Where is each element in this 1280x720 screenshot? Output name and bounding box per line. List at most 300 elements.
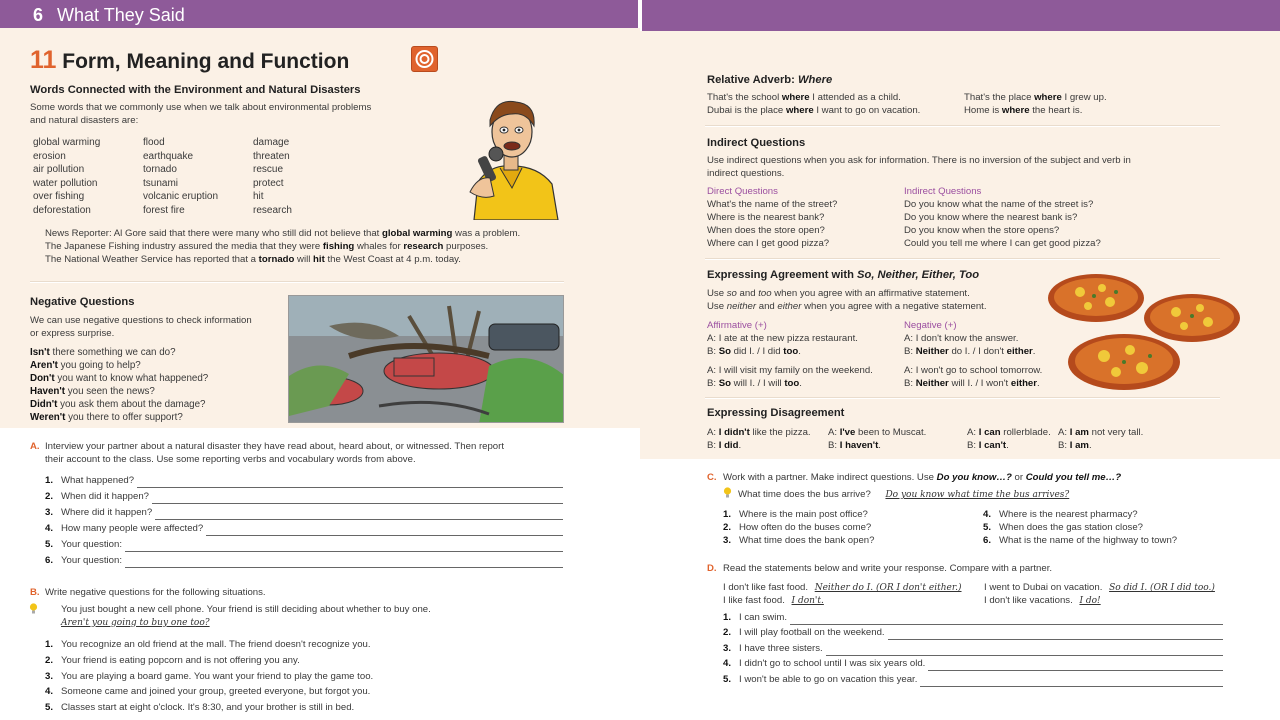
vocab-word: tornado: [143, 164, 177, 176]
vocab-word: over fishing: [33, 191, 85, 203]
exercise-a-item: [45, 520, 563, 536]
exercise-b-item: [45, 653, 373, 669]
negative-example: [30, 359, 208, 372]
indirect-intro-line: Use indirect questions when you ask for information. There is no inversion of the subject and verb in: [707, 155, 1131, 166]
exercise-c-list-right: [983, 508, 1177, 547]
exercise-a-list: [45, 472, 563, 568]
negative-text: you going to help?: [57, 360, 141, 371]
keyword: So: [718, 346, 731, 357]
relative-example: [964, 105, 1107, 118]
text: B:: [967, 440, 979, 451]
indirect-question: Do you know when the store opens?: [904, 225, 1060, 236]
item-number: 5.: [723, 674, 732, 686]
example-keyword: where: [785, 104, 814, 116]
disagree-pair: [1058, 426, 1143, 452]
news-text: whales for: [354, 241, 404, 252]
text: A:: [828, 427, 840, 438]
answer-line[interactable]: [928, 662, 1223, 671]
negative-intro-line: or express surprise.: [30, 327, 115, 339]
news-line: [45, 240, 565, 253]
text: Use: [707, 288, 727, 299]
exercise-a-text: their account to the class. Use some reporting verbs and vocabulary words from above.: [45, 454, 416, 465]
exercise-a-item: [45, 504, 563, 520]
indirect-questions: [904, 185, 1101, 250]
negative-text: you seen the news?: [65, 386, 155, 397]
example-answer: Do you know what time the bus arrives?: [885, 490, 1070, 500]
exercise-c-letter: C.: [707, 472, 717, 483]
exercise-b-instructions: [30, 586, 266, 599]
exercise-b-item: [45, 637, 373, 653]
example-b: [904, 345, 1042, 358]
text: B:: [707, 346, 719, 357]
exercise-d-instructions: [707, 563, 1052, 576]
exercise-b-example: [61, 604, 431, 629]
example-answer: I do!: [1079, 595, 1101, 606]
vocab-word: earthquake: [143, 150, 194, 162]
example-a: A: I ate at the new pizza restaurant.: [707, 333, 858, 344]
unit-title: What They Said: [57, 5, 185, 25]
text: rollerblade.: [1000, 427, 1051, 438]
exercise-c-item: [983, 534, 1177, 547]
pizza-illustration: [1046, 272, 1242, 394]
vocab-word: global warming: [33, 137, 101, 148]
negative-text: you want to know what happened?: [54, 373, 209, 384]
words-intro-line: Some words that we commonly use when we talk about environmental problems: [30, 102, 372, 113]
item-text: Classes start at eight o'clock. It's 8:30, and your brother is still in bed.: [61, 702, 355, 714]
item-number: 4.: [45, 686, 54, 698]
keyword: I can't: [978, 440, 1007, 451]
keyword: Neither: [915, 346, 949, 357]
exercise-b-text: Write negative questions for the following situations.: [45, 587, 266, 598]
item-text: Your friend is eating popcorn and is not offering you any.: [61, 654, 300, 666]
text: when you agree with an affirmative statement.: [771, 288, 970, 299]
italic-word: neither: [726, 300, 757, 312]
exercise-b-item: [45, 684, 373, 700]
section-number: 11: [30, 46, 57, 74]
example-text: the heart is.: [1029, 104, 1083, 116]
relative-example: [707, 92, 920, 105]
news-text: the West Coast at 4 p.m. today.: [324, 254, 461, 265]
item-number: 3.: [723, 535, 732, 546]
direct-head: Direct Questions: [707, 186, 778, 197]
keyword: I did: [718, 440, 739, 451]
relative-examples-right: [964, 92, 1107, 117]
exercise-a-item: [45, 472, 563, 488]
example-b: [904, 377, 1042, 390]
exercise-c-item: [723, 534, 874, 547]
negative-title: Negative Questions: [30, 296, 135, 308]
words-intro: [30, 102, 420, 128]
text: Work with a partner. Make indirect questions. Use: [723, 472, 937, 483]
keyword: I am: [1069, 440, 1089, 451]
vocab-word: erosion: [33, 150, 66, 162]
negative-keyword: Weren't: [30, 412, 66, 423]
exercise-a-instructions: [30, 440, 570, 466]
direct-questions: [707, 185, 837, 250]
news-keyword: global warming: [382, 228, 453, 239]
divider: [705, 258, 1220, 260]
exercise-a-item: [45, 552, 563, 568]
text: did I. / I did: [731, 346, 784, 357]
text: B:: [904, 346, 916, 357]
right-header-band: [642, 0, 1280, 31]
news-text: The Japanese Fishing industry assured the media that they were: [45, 241, 323, 252]
relative-examples-left: [707, 92, 920, 117]
italic-word: too: [758, 288, 772, 299]
item-text: How often do the buses come?: [739, 522, 872, 533]
vocab-word: air pollution: [33, 164, 85, 176]
exercise-a-letter: A.: [30, 441, 40, 452]
disagree-title: Expressing Disagreement: [707, 407, 845, 419]
answer-line[interactable]: [206, 527, 563, 536]
exercise-d-example: [984, 595, 1215, 608]
vocab-word: deforestation: [33, 204, 91, 216]
keyword: Could you tell me…?: [1025, 472, 1122, 483]
exercise-c-item: [983, 508, 1177, 521]
vocab-word: flood: [143, 137, 165, 148]
vocab-word: forest fire: [143, 204, 185, 216]
answer-line[interactable]: [790, 616, 1223, 625]
exercise-d-item: [723, 609, 1223, 625]
negative-head: Negative (+): [904, 320, 957, 331]
keyword: I didn't: [718, 427, 750, 438]
answer-line[interactable]: [125, 543, 563, 552]
example-a: A: I will visit my family on the weekend.: [707, 365, 873, 376]
negative-example: [30, 398, 208, 411]
text: .: [1037, 378, 1040, 389]
answer-line[interactable]: [125, 559, 563, 568]
news-text: will: [294, 254, 314, 265]
text: and: [736, 288, 759, 299]
exercise-c-item: [723, 508, 874, 521]
example-keyword: where: [1034, 92, 1062, 103]
example-answer: Aren't you going to buy one too?: [61, 617, 210, 628]
relative-title-text: Relative Adverb:: [707, 74, 798, 86]
text: .: [1032, 346, 1036, 357]
italic-word: so: [726, 288, 737, 299]
vocab-word: damage: [253, 137, 290, 148]
vocab-word: volcanic eruption: [143, 191, 219, 203]
exercise-d-text: Read the statements below and write your response. Compare with a partner.: [723, 563, 1053, 574]
negative-example: [30, 372, 208, 385]
news-line: [45, 253, 565, 266]
negative-keyword: Haven't: [30, 386, 65, 397]
negative-examples: [30, 346, 208, 424]
item-text: What time does the bank open?: [739, 535, 875, 546]
text: when you agree with a negative statement.: [801, 300, 987, 312]
keyword: Do you know…?: [936, 472, 1012, 483]
lightbulb-icon: [29, 603, 38, 620]
text: A:: [1058, 427, 1070, 438]
relative-title-italic: Where: [797, 74, 833, 86]
item-number: 3.: [45, 507, 54, 519]
direct-question: Where can I get good pizza?: [707, 238, 830, 249]
unit-header: [33, 3, 185, 27]
news-text: News Reporter: Al Gore said that there were many who still did not believe that: [45, 228, 383, 239]
text: like the pizza.: [749, 427, 811, 438]
exercise-b-item: [45, 700, 373, 716]
example-answer: Neither do I. (OR I don't either.): [814, 583, 962, 593]
divider: [705, 125, 1220, 127]
news-keyword: tornado: [258, 254, 295, 265]
answer-line[interactable]: [888, 631, 1223, 640]
negative-keyword: Don't: [30, 373, 55, 384]
item-number: 4.: [723, 658, 732, 670]
item-text: What is the name of the highway to town?: [999, 535, 1178, 546]
example-b: [707, 345, 873, 358]
item-text: What happened?: [61, 475, 135, 487]
item-number: 6.: [45, 555, 54, 567]
divider: [30, 281, 564, 283]
vocab-word: tsunami: [143, 177, 179, 189]
disagree-pair: [707, 426, 811, 452]
negative-keyword: Isn't: [30, 347, 50, 358]
negative-intro-line: We can use negative questions to check information: [30, 315, 252, 326]
vocab-word: protect: [253, 177, 284, 189]
exercise-d-example: [723, 595, 962, 608]
direct-question: When does the store open?: [707, 225, 825, 236]
item-text: I can swim.: [739, 611, 787, 623]
exercise-b-list: [45, 637, 373, 716]
text: .: [1006, 440, 1009, 451]
indirect-question: Could you tell me where I can get good pizza?: [904, 238, 1101, 249]
example-keyword: where: [781, 92, 810, 103]
exercise-c-item: [983, 521, 1177, 534]
example-text: I want to go on vacation.: [813, 104, 921, 116]
item-number: 5.: [45, 539, 54, 551]
example-text: I attended as a child.: [809, 92, 901, 103]
indirect-title: Indirect Questions: [707, 137, 806, 149]
example-a: A: I won't go to school tomorrow.: [904, 365, 1043, 376]
disaster-illustration: [288, 295, 564, 423]
vocab-word: hit: [253, 191, 264, 203]
words-title: Words Connected with the Environment and Natural Disasters: [30, 84, 361, 96]
example-text: Dubai is the place: [707, 104, 786, 116]
item-number: 1.: [45, 639, 54, 650]
negative-text: there something we can do?: [49, 347, 176, 358]
answer-line[interactable]: [155, 511, 563, 520]
text: Use: [707, 300, 727, 312]
vocab-word: research: [253, 204, 292, 216]
section-title: [30, 44, 349, 78]
item-text: I will play football on the weekend.: [739, 627, 885, 639]
words-intro-line: and natural disasters are:: [30, 114, 139, 126]
exercise-d-example: [723, 582, 962, 595]
relative-example: [707, 105, 920, 118]
answer-line[interactable]: [826, 647, 1223, 656]
negative-text: you there to offer support?: [65, 412, 183, 423]
reporter-illustration: [460, 96, 562, 220]
exercise-c-list-left: [723, 508, 874, 547]
negative-example: [30, 346, 208, 359]
exercise-b-letter: B.: [30, 587, 40, 598]
negative-keyword: Didn't: [30, 399, 58, 410]
text: B:: [828, 440, 840, 451]
answer-line[interactable]: [137, 479, 563, 488]
item-text: I have three sisters.: [739, 642, 823, 654]
keyword: either: [1006, 346, 1033, 357]
exercise-a-item: [45, 536, 563, 552]
item-number: 2.: [723, 522, 732, 533]
negative-text: you ask them about the damage?: [57, 399, 206, 410]
item-number: 3.: [723, 642, 732, 654]
exercise-b-item: [45, 669, 373, 685]
vocab-word: threaten: [253, 150, 290, 162]
agree-title-italic: So, Neither, Either, Too: [857, 269, 980, 281]
text: .: [798, 346, 801, 357]
section-name: Form, Meaning and Function: [62, 50, 350, 73]
exercise-c-item: [723, 521, 874, 534]
italic-word: either: [777, 300, 802, 312]
statement: I like fast food.: [723, 594, 785, 606]
lightbulb-icon: [723, 487, 732, 504]
agree-intro: [707, 288, 986, 313]
disagree-pair: [828, 426, 926, 452]
item-text: You recognize an old friend at the mall. The friend doesn't recognize you.: [61, 639, 371, 650]
item-text: Where did it happen?: [61, 507, 153, 519]
keyword: Neither: [915, 378, 949, 389]
item-number: 2.: [723, 627, 732, 639]
agree-intro-line: [707, 301, 986, 314]
direct-question: Where is the nearest bank?: [707, 212, 825, 223]
agree-intro-line: [707, 288, 986, 301]
example-text: That's the place: [964, 92, 1035, 103]
news-text: The National Weather Service has reported that a: [45, 254, 259, 265]
news-text: purposes.: [443, 241, 489, 252]
item-number: 1.: [723, 611, 732, 623]
affirmative-head: Affirmative (+): [707, 320, 767, 331]
vocab-word: rescue: [253, 164, 284, 176]
text: been to Muscat.: [855, 427, 927, 438]
exercise-d-item: [723, 656, 1223, 672]
item-number: 2.: [45, 491, 54, 503]
news-text: was a problem.: [452, 228, 521, 239]
text: .: [1088, 440, 1092, 451]
statement: I went to Dubai on vacation.: [984, 582, 1103, 593]
example-b: [707, 377, 873, 390]
item-text: How many people were affected?: [61, 523, 204, 535]
keyword: So: [718, 378, 731, 389]
item-text: I didn't go to school until I was six years old.: [739, 658, 926, 670]
audio-icon[interactable]: [411, 46, 438, 72]
keyword: either: [1010, 378, 1038, 389]
exercise-d-item: [723, 640, 1223, 656]
indirect-intro: [707, 155, 1177, 180]
exercise-d-examples-right: [984, 582, 1215, 608]
relative-title: [707, 73, 832, 88]
indirect-question: Do you know where the nearest bank is?: [904, 212, 1078, 223]
example-question: What time does the bus arrive?: [738, 489, 871, 500]
unit-number: 6: [33, 5, 44, 25]
text: and: [756, 300, 778, 312]
exercise-c-instructions: [707, 471, 1121, 484]
item-number: 5.: [983, 522, 992, 533]
indirect-intro-line: indirect questions.: [707, 167, 785, 179]
item-text: Your question:: [61, 555, 122, 567]
text: B:: [904, 378, 916, 389]
negative-example: [30, 385, 208, 398]
item-text: When does the gas station close?: [999, 522, 1143, 533]
indirect-head: Indirect Questions: [904, 186, 982, 197]
item-text: You are playing a board game. You want your friend to play the game too.: [61, 670, 374, 682]
news-examples: [45, 227, 565, 266]
exercise-d-example: [984, 582, 1215, 595]
statement: I don't like vacations.: [984, 594, 1073, 606]
text: will I. / I won't: [948, 378, 1011, 389]
text: B:: [707, 378, 719, 389]
example-answer: So did I. (OR I did too.): [1109, 583, 1215, 593]
vocab-word: water pollution: [33, 177, 98, 189]
item-number: 5.: [45, 702, 54, 714]
keyword: I haven't: [839, 440, 879, 451]
direct-question: What's the name of the street?: [707, 199, 838, 210]
text: B:: [707, 440, 719, 451]
exercise-a-text: Interview your partner about a natural disaster they have read about, heard about, or witnessed. Then report: [45, 441, 505, 452]
item-number: 6.: [983, 535, 992, 546]
agree-title-text: Expressing Agreement with: [707, 269, 858, 281]
keyword: I am: [1069, 427, 1089, 438]
indirect-question: Do you know what the name of the street is?: [904, 199, 1094, 210]
item-number: 1.: [45, 475, 54, 487]
example-keyword: where: [1001, 104, 1030, 116]
item-text: Your question:: [61, 539, 122, 551]
disagree-pair: [967, 426, 1051, 452]
answer-line[interactable]: [920, 678, 1223, 687]
exercise-d-letter: D.: [707, 563, 717, 574]
text: .: [799, 378, 802, 389]
example-text: That's the school: [707, 92, 782, 103]
example-a: A: I don't know the answer.: [904, 333, 1019, 344]
text: not very tall.: [1088, 427, 1144, 438]
item-text: Someone came and joined your group, greeted everyone, but forgot you.: [61, 686, 371, 698]
item-text: Where is the main post office?: [739, 509, 868, 520]
text: A:: [967, 427, 979, 438]
exercise-c-example: [738, 489, 1069, 502]
item-number: 4.: [983, 509, 992, 520]
exercise-d-item: [723, 671, 1223, 687]
negative-keyword: Aren't: [30, 360, 58, 371]
item-number: 4.: [45, 523, 54, 535]
negative-intro: [30, 315, 280, 341]
text: do I. / I don't: [948, 346, 1007, 357]
example-situation: You just bought a new cell phone. Your friend is still deciding about whether to buy one.: [61, 604, 431, 615]
text: .: [738, 440, 742, 451]
item-number: 2.: [45, 654, 54, 666]
answer-line[interactable]: [152, 495, 563, 504]
affirmative-examples: [707, 319, 873, 390]
news-line: [45, 227, 565, 240]
item-text: Where is the nearest pharmacy?: [999, 509, 1138, 520]
vocab-list: [33, 136, 363, 218]
negative-example: [30, 411, 208, 424]
keyword: I can: [978, 427, 1001, 438]
exercise-d-item: [723, 625, 1223, 641]
news-keyword: research: [403, 241, 444, 252]
exercise-a-item: [45, 488, 563, 504]
keyword: too: [783, 346, 799, 357]
text: B:: [1058, 440, 1070, 451]
item-text: When did it happen?: [61, 491, 150, 503]
text: or: [1011, 472, 1026, 483]
text: A:: [707, 427, 719, 438]
text: will I. / I will: [731, 378, 785, 389]
exercise-d-list: [723, 609, 1223, 687]
news-keyword: hit: [313, 254, 325, 265]
divider: [705, 397, 1220, 399]
negative-agree-examples: [904, 319, 1042, 390]
example-answer: I don't.: [791, 595, 824, 606]
keyword: I've: [839, 427, 856, 438]
